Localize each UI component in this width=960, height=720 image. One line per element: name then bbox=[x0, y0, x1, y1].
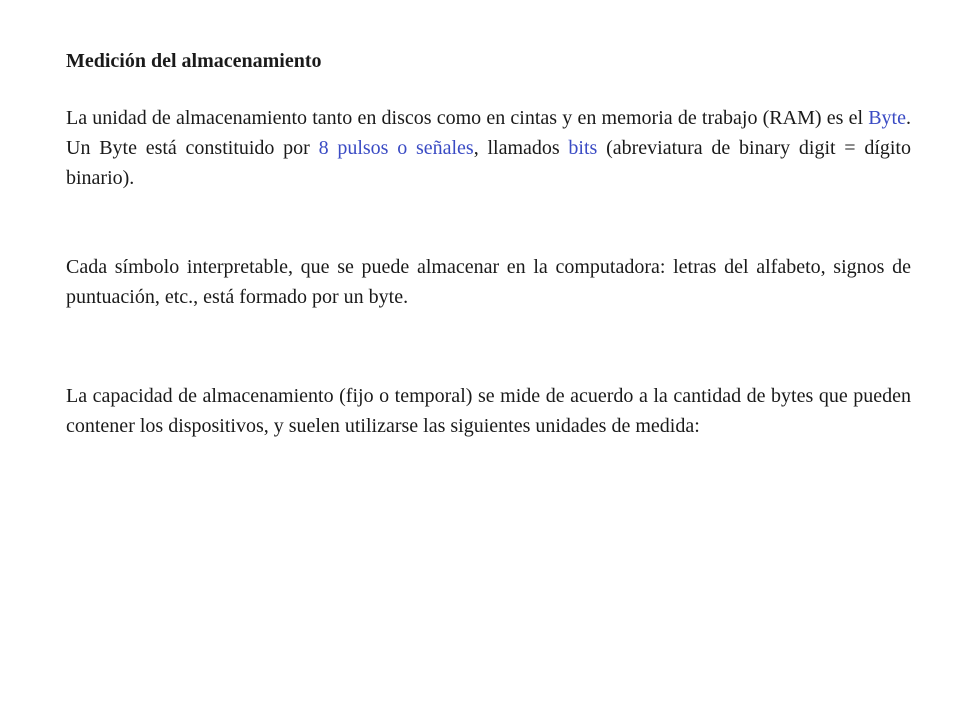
paragraph-byte-definition bbox=[66, 103, 911, 193]
slide-content bbox=[66, 46, 911, 441]
paragraph1-text-4: (abreviatura de binary digit = dígito binario). bbox=[66, 137, 911, 189]
term-pulsos: 8 pulsos o señales bbox=[318, 137, 474, 159]
paragraph-symbol: Cada símbolo interpretable, que se puede almacenar en la computadora: letras del alfabeto, signos de puntuación, etc., está formado por un byte. bbox=[66, 256, 911, 308]
paragraph1-text-2: . Un Byte está constituido por bbox=[66, 107, 911, 159]
paragraph-capacity: La capacidad de almacenamiento (fijo o temporal) se mide de acuerdo a la cantidad de bytes que pueden contener los dispositivos, y suelen utilizarse las siguientes unidades de medida: bbox=[66, 385, 911, 437]
paragraph1-text-1: La unidad de almacenamiento tanto en discos como en cintas y en memoria de trabajo (RAM) es el bbox=[66, 107, 869, 129]
page-title: Medición del almacenamiento bbox=[66, 50, 322, 72]
paragraph1-text-3: , llamados bbox=[473, 137, 569, 159]
term-bits: bits bbox=[568, 137, 598, 159]
term-byte: Byte bbox=[868, 107, 906, 129]
